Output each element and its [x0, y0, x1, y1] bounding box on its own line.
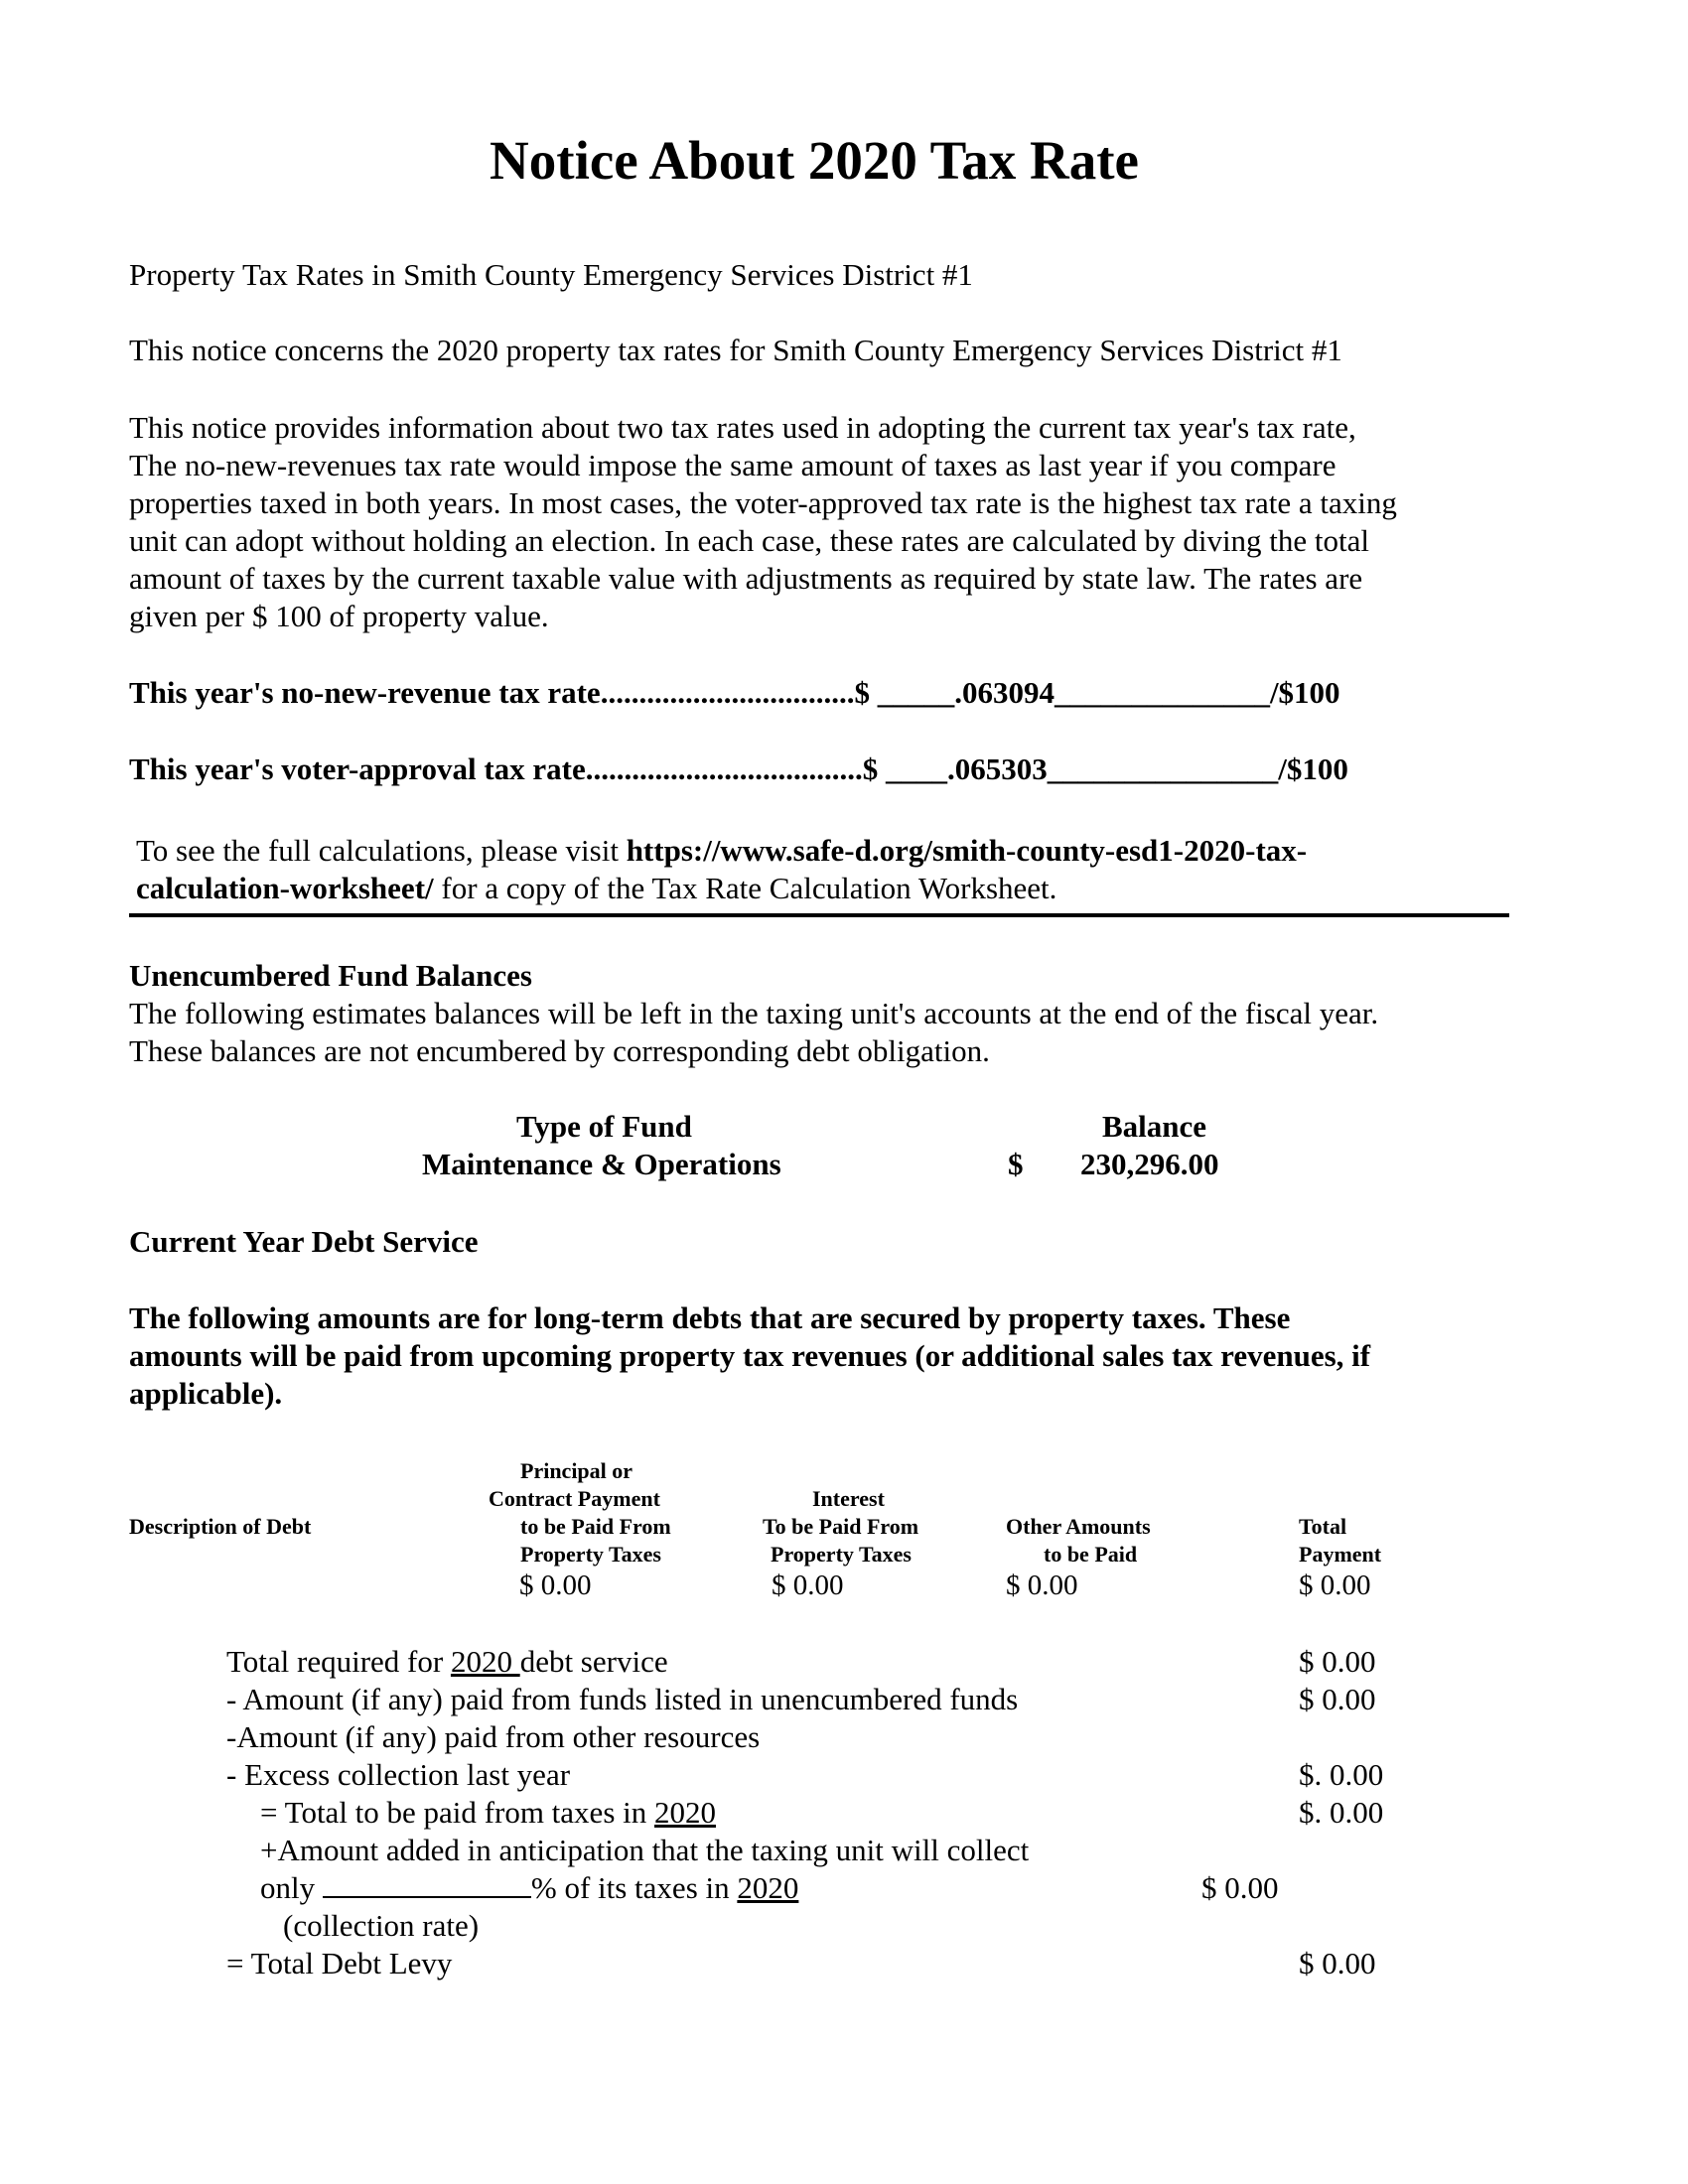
text-segment: = Total to be paid from taxes in	[260, 1795, 654, 1830]
intro-paragraph-line: properties taxed in both years. In most cases, the voter-approved tax rate is the highest tax rate a taxing	[129, 485, 1397, 520]
to-be-paid-value: $. 0.00	[1299, 1795, 1384, 1830]
collection-rate-blank	[323, 1872, 531, 1898]
header-line: Contract Payment	[489, 1486, 660, 1511]
header-line: to be Paid	[1044, 1542, 1138, 1567]
debt-paragraph-line: The following amounts are for long-term debts that are secured by property taxes. These	[129, 1300, 1291, 1335]
fund-balance-value: 230,296.00	[1080, 1147, 1219, 1181]
unencumbered-funds-value: $ 0.00	[1299, 1682, 1376, 1716]
header-line: to be Paid From	[520, 1514, 671, 1539]
header-principal	[489, 1457, 671, 1569]
intro-paragraph-line: unit can adopt without holding an election. In each case, these rates are calculated by diving the total	[129, 523, 1370, 558]
total-required-label	[226, 1644, 668, 1680]
header-line: Property Taxes	[771, 1542, 912, 1567]
header-line: To be Paid From	[763, 1514, 919, 1539]
header-line: Principal or	[520, 1458, 633, 1483]
voter-approval-rate-unit: /$100	[1278, 751, 1348, 786]
year: 2020	[450, 1644, 520, 1679]
year: 2020	[654, 1795, 716, 1830]
intro-paragraph-line: given per $ 100 of property value.	[129, 599, 549, 633]
no-new-revenue-rate-row	[129, 675, 1340, 711]
fund-currency: $	[1008, 1147, 1024, 1181]
year: 2020	[737, 1870, 799, 1905]
debt-paragraph-line: amounts will be paid from upcoming property tax revenues (or additional sales tax revenues, if	[129, 1338, 1371, 1373]
intro-paragraph-line: amount of taxes by the current taxable value with adjustments as required by state law. The rates are	[129, 561, 1363, 596]
fund-balances-text-1: The following estimates balances will be left in the taxing unit's accounts at the end of the fiscal year.	[129, 996, 1379, 1030]
header-line: Interest	[812, 1486, 885, 1511]
voter-approval-rate-label: This year's voter-approval tax rate....................................$	[129, 751, 879, 786]
collection-rate-caption: (collection rate)	[283, 1908, 480, 1943]
excess-collection-value: $. 0.00	[1299, 1757, 1384, 1792]
calculation-notice-prefix: To see the full calculations, please visit	[136, 833, 627, 868]
row-interest-value: $ 0.00	[772, 1570, 844, 1601]
intro-paragraph	[129, 409, 1397, 635]
header-other-amounts	[1006, 1513, 1151, 1569]
total-debt-levy-label: = Total Debt Levy	[226, 1946, 453, 1980]
fund-balance-header: Balance	[1102, 1109, 1207, 1144]
section-divider	[129, 913, 1509, 917]
page-title: Notice About 2020 Tax Rate	[490, 130, 1139, 191]
anticipation-label: +Amount added in anticipation that the taxing unit will collect	[260, 1833, 1030, 1867]
excess-collection-label: - Excess collection last year	[226, 1757, 571, 1792]
total-debt-levy-value: $ 0.00	[1299, 1946, 1376, 1980]
header-interest	[763, 1485, 918, 1569]
intro-line-2: This notice concerns the 2020 property tax rates for Smith County Emergency Services District #1	[129, 333, 1342, 367]
text-segment: only	[260, 1870, 323, 1905]
header-total-payment	[1299, 1513, 1381, 1569]
text-segment: debt service	[519, 1644, 668, 1679]
intro-paragraph-line: The no-new-revenues tax rate would impose the same amount of taxes as last year if you compare	[129, 448, 1336, 482]
voter-approval-rate-row	[129, 751, 1348, 787]
unencumbered-funds-label: - Amount (if any) paid from funds listed in unencumbered funds	[226, 1682, 1019, 1716]
no-new-revenue-rate-unit: /$100	[1269, 675, 1340, 710]
fund-name: Maintenance & Operations	[422, 1147, 781, 1181]
header-line: Property Taxes	[520, 1542, 661, 1567]
header-line: Payment	[1299, 1542, 1382, 1567]
row-other-value: $ 0.00	[1006, 1570, 1078, 1601]
text-segment: % of its taxes in	[530, 1870, 738, 1905]
debt-paragraph-line: applicable).	[129, 1376, 283, 1411]
header-line: Other Amounts	[1006, 1514, 1151, 1539]
other-resources-label: -Amount (if any) paid from other resources	[226, 1719, 761, 1754]
text-segment: Total required for	[226, 1644, 451, 1679]
debt-service-heading: Current Year Debt Service	[129, 1224, 479, 1259]
header-line: Total	[1299, 1514, 1347, 1539]
no-new-revenue-rate-value: _____.063094______________	[877, 675, 1270, 710]
calculation-notice	[136, 832, 1307, 907]
voter-approval-rate-value: ____.065303_______________	[886, 751, 1279, 786]
fund-type-header: Type of Fund	[516, 1109, 692, 1144]
row-total-value: $ 0.00	[1299, 1570, 1371, 1601]
total-required-value: $ 0.00	[1299, 1644, 1376, 1679]
no-new-revenue-rate-label: This year's no-new-revenue tax rate.................................$	[129, 675, 870, 710]
collection-rate-line	[260, 1870, 798, 1906]
worksheet-link-continued[interactable]: calculation-worksheet/	[136, 871, 434, 905]
intro-paragraph-line: This notice provides information about two tax rates used in adopting the current tax year's tax rate,	[129, 410, 1356, 445]
fund-balances-text-2: These balances are not encumbered by corresponding debt obligation.	[129, 1033, 990, 1068]
row-principal-value: $ 0.00	[519, 1570, 592, 1601]
calculation-notice-suffix: for a copy of the Tax Rate Calculation Worksheet.	[433, 871, 1057, 905]
debt-service-paragraph	[129, 1299, 1370, 1413]
header-description-of-debt: Description of Debt	[129, 1514, 312, 1539]
fund-balances-heading: Unencumbered Fund Balances	[129, 958, 532, 993]
intro-line-1: Property Tax Rates in Smith County Emergency Services District #1	[129, 257, 973, 292]
anticipation-value: $ 0.00	[1201, 1870, 1279, 1905]
worksheet-link[interactable]: https://www.safe-d.org/smith-county-esd1-2020-tax-	[626, 833, 1308, 868]
to-be-paid-label	[260, 1795, 716, 1831]
